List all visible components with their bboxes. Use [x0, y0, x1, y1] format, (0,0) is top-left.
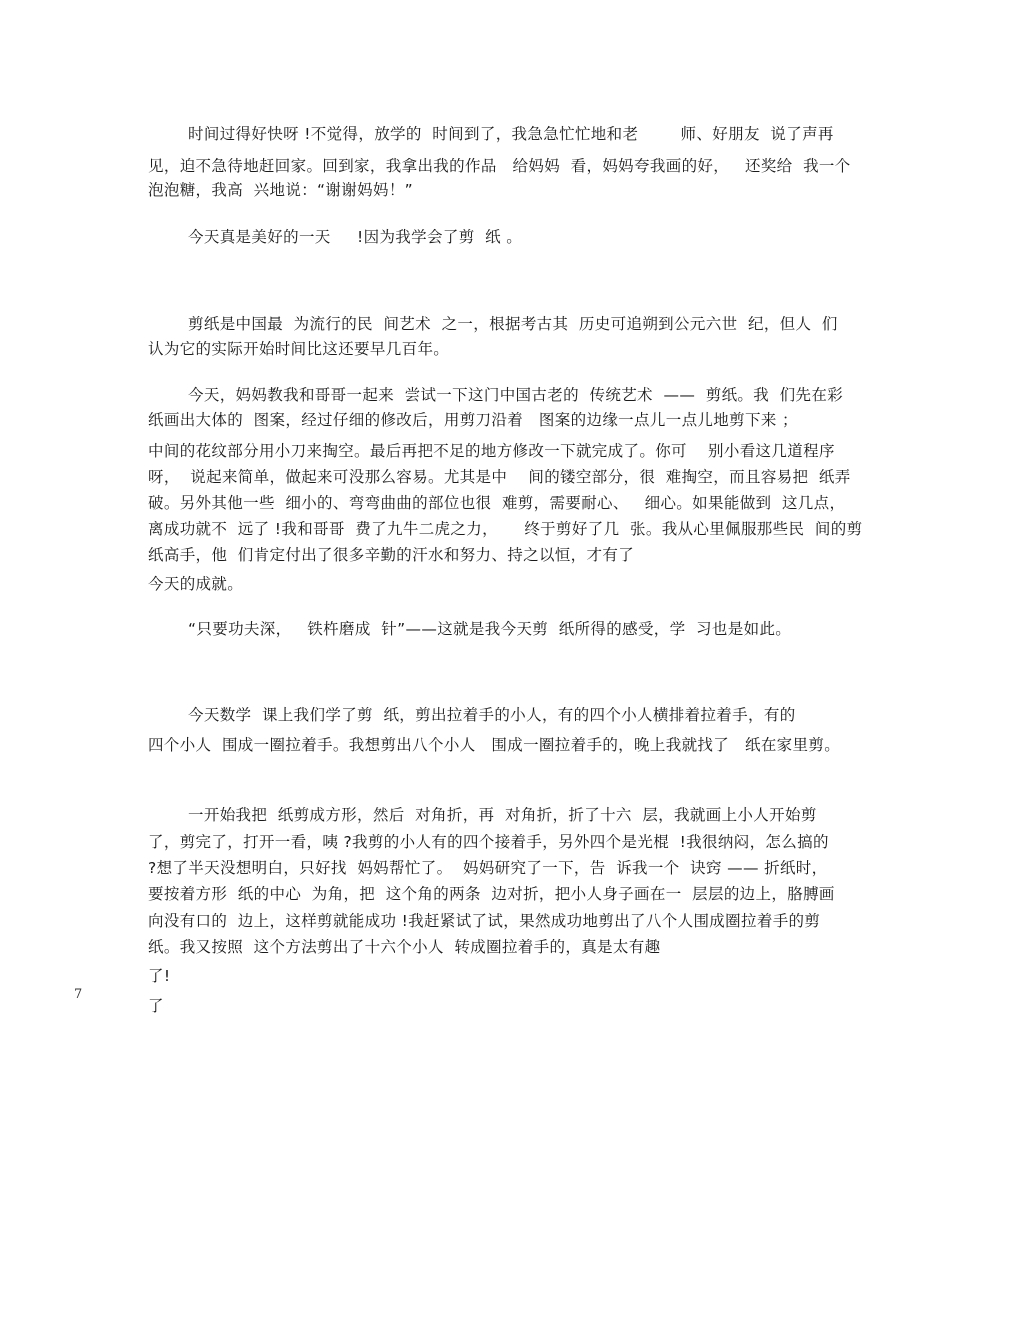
- text-line: 认为它的实际开始时间比这还要早几百年。: [148, 340, 450, 358]
- text-line: 向没有口的 边上，这样剪就能成功 !我赶紧试了试，果然成功地剪出了八个人围成圈拉着手的剪: [148, 912, 821, 930]
- text-line: 今天，妈妈教我和哥哥一起来 尝试一下这门中国古老的 传统艺术 —— 剪纸。我 们先在彩: [188, 386, 844, 404]
- text-line: 纸画出大体的 图案，经过仔细的修改后，用剪刀沿着 图案的边缘一点儿一点儿地剪下来 ；: [148, 411, 798, 429]
- text-line: 呀， 说起来简单，做起来可没那么容易。尤其是中 间的镂空部分，很 难掏空，而且容易把 纸弄: [148, 468, 851, 486]
- text-line: 纸高手，他 们肯定付出了很多辛勤的汗水和努力、持之以恒，才有了: [148, 546, 635, 564]
- text-line: 了，剪完了，打开一看，咦 ?我剪的小人有的四个接着手，另外四个是光棍 !我很纳闷，怎么搞的: [148, 833, 829, 851]
- text-line: 纸。我又按照 这个方法剪出了十六个小人 转成圈拉着手的，真是太有趣: [148, 938, 661, 956]
- text-line: 泡泡糖，我高 兴地说：“谢谢妈妈！”: [148, 181, 414, 199]
- text-line: 要按着方形 纸的中心 为角，把 这个角的两条 边对折，把小人身子画在一 层层的边上，胳膊画: [148, 885, 835, 903]
- text-line: 见，迫不急待地赶回家。回到家，我拿出我的作品 给妈妈 看，妈妈夸我画的好， 还奖给 我一个: [148, 157, 851, 175]
- text-line: 破。另外其他一些 细小的、弯弯曲曲的部位也很 难剪，需要耐心、 细心。如果能做到 这几点，: [148, 494, 846, 512]
- text-line: 今天的成就。: [148, 575, 244, 593]
- text-line: ?想了半天没想明白，只好找 妈妈帮忙了。 妈妈研究了一下，告 诉我一个 诀窍 —— 折纸时，: [148, 859, 828, 877]
- text-line: 中间的花纹部分用小刀来掏空。最后再把不足的地方修改一下就完成了。你可 别小看这几道程序: [148, 442, 835, 460]
- text-line: 今天数学 课上我们学了剪 纸，剪出拉着手的小人，有的四个小人横排着拉着手，有的: [188, 706, 796, 724]
- text-line: 离成功就不 远了 !我和哥哥 费了九牛二虎之力， 终于剪好了几 张。我从心里佩服那些民 间的剪: [148, 520, 863, 538]
- text-line: 四个小人 围成一圈拉着手。我想剪出八个小人 围成一圈拉着手的，晚上我就找了 纸在家里剪。: [148, 736, 841, 754]
- text-line: 时间过得好快呀 !不觉得，放学的 时间到了，我急急忙忙地和老 师、好朋友 说了声再: [188, 125, 834, 143]
- text-line: 了: [148, 997, 164, 1015]
- text-line: 一开始我把 纸剪成方形，然后 对角折，再 对角折，折了十六 层，我就画上小人开始剪: [188, 806, 817, 824]
- text-line: “只要功夫深， 铁杵磨成 针”——这就是我今天剪 纸所得的感受，学 习也是如此。: [188, 620, 792, 638]
- text-line: 了!: [148, 967, 171, 985]
- text-line: 今天真是美好的一天 !因为我学会了剪 纸 。: [188, 228, 523, 246]
- text-line: 剪纸是中国最 为流行的民 间艺术 之一，根据考古其 历史可追朔到公元六世 纪，但人 们: [188, 315, 838, 333]
- page-mark: 7: [74, 987, 83, 1002]
